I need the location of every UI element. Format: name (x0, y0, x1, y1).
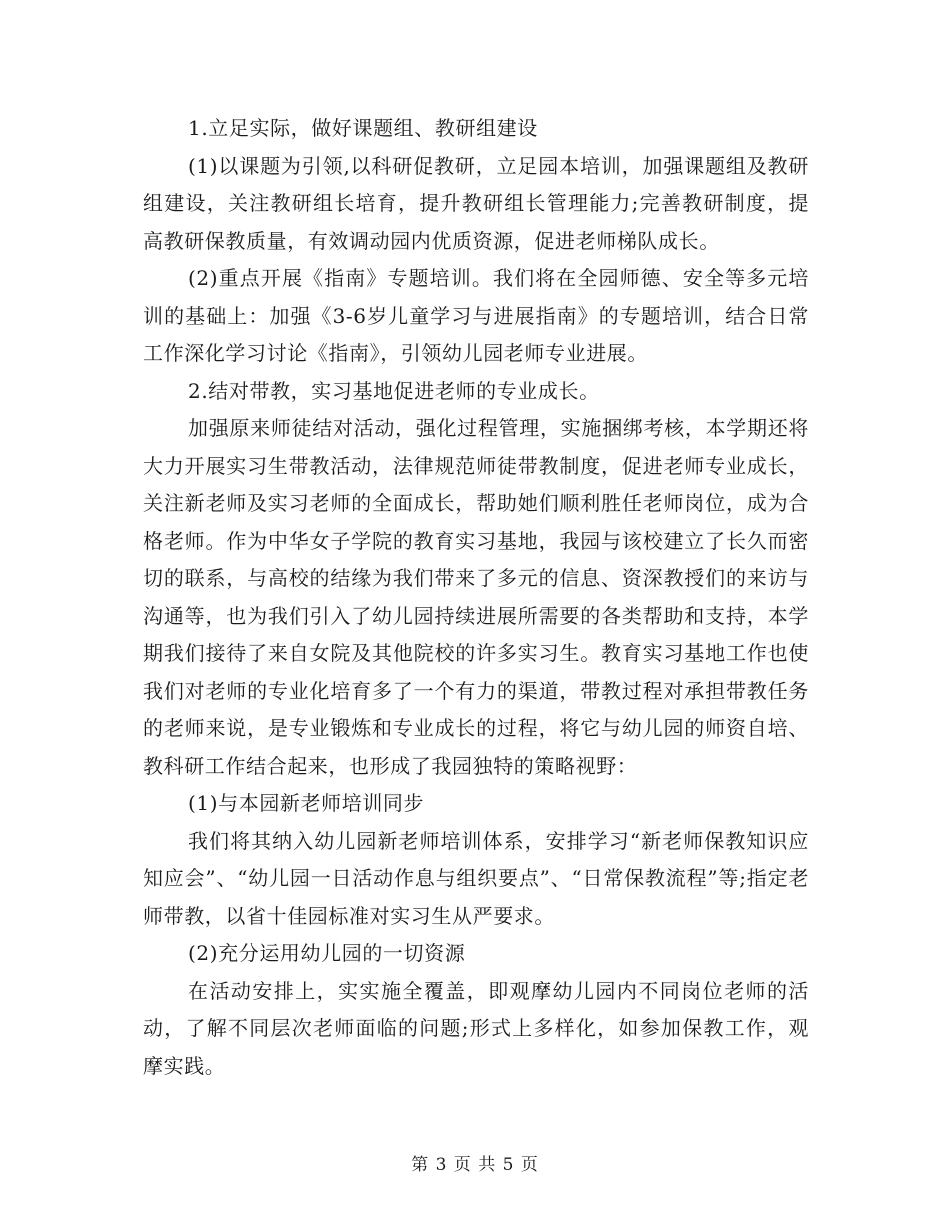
section-heading-1: 1.立足实际，做好课题组、教研组建设 (188, 116, 538, 140)
paragraph-2-2: 在活动安排上，实实施全覆盖，即观摩幼儿园内不同岗位老师的活动，了解不同层次老师面临的问题;形式上多样化，如参加保教工作，观摩实践。 (143, 978, 809, 1078)
paragraph-1-1: (1)以课题为引领,以科研促教研，立足园本培训，加强课题组及教研组建设，关注教研组长培育，提升教研组长管理能力;完善教研制度，提高教研保教质量，有效调动园内优质资源，促进老师梯队成长。 (143, 153, 809, 253)
paragraph-2-1: 我们将其纳入幼儿园新老师培训体系，安排学习“新老师保教知识应知应会”、“幼儿园一日活动作息与组织要点”、“日常保教流程”等;指定老师带教，以省十佳园标准对实习生从严要求。 (143, 828, 809, 928)
subheading-2-2: (2)充分运用幼儿园的一切资源 (188, 941, 466, 965)
subheading-2-1: (1)与本园新老师培训同步 (188, 791, 425, 815)
paragraph-2-body: 加强原来师徒结对活动，强化过程管理，实施捆绑考核，本学期还将大力开展实习生带教活动，法律规范师徒带教制度，促进老师专业成长，关注新老师及实习老师的全面成长，帮助她们顺利胜任老师岗位，成为合格老师。作为中华女子学院的教育实习基地，我园与该校建立了长久而密切的联系，与高校的结缘为我们带来了多元的信息、资深教授们的来访与沟通等，也为我们引入了幼儿园持续进展所需要的各类帮助和支持，本学期我们接待了来自女院及其他院校的许多实习生。教育实习基地工作也使我们对老师的专业化培育多了一个有力的渠道，带教过程对承担带教任务的老师来说，是专业锻炼和专业成长的过程，将它与幼儿园的师资自培、教科研工作结合起来，也形成了我园独特的策略视野： (143, 416, 809, 778)
paragraph-1-2: (2)重点开展《指南》专题培训。我们将在全园师德、安全等多元培训的基础上：加强《3-6岁儿童学习与进展指南》的专题培训，结合日常工作深化学习讨论《指南》，引领幼儿园老师专业进展。 (143, 266, 809, 365)
page-number-footer: 第 3 页 共 5 页 (411, 1155, 539, 1175)
section-heading-2: 2.结对带教，实习基地促进老师的专业成长。 (188, 378, 600, 403)
document-body (143, 110, 809, 1085)
